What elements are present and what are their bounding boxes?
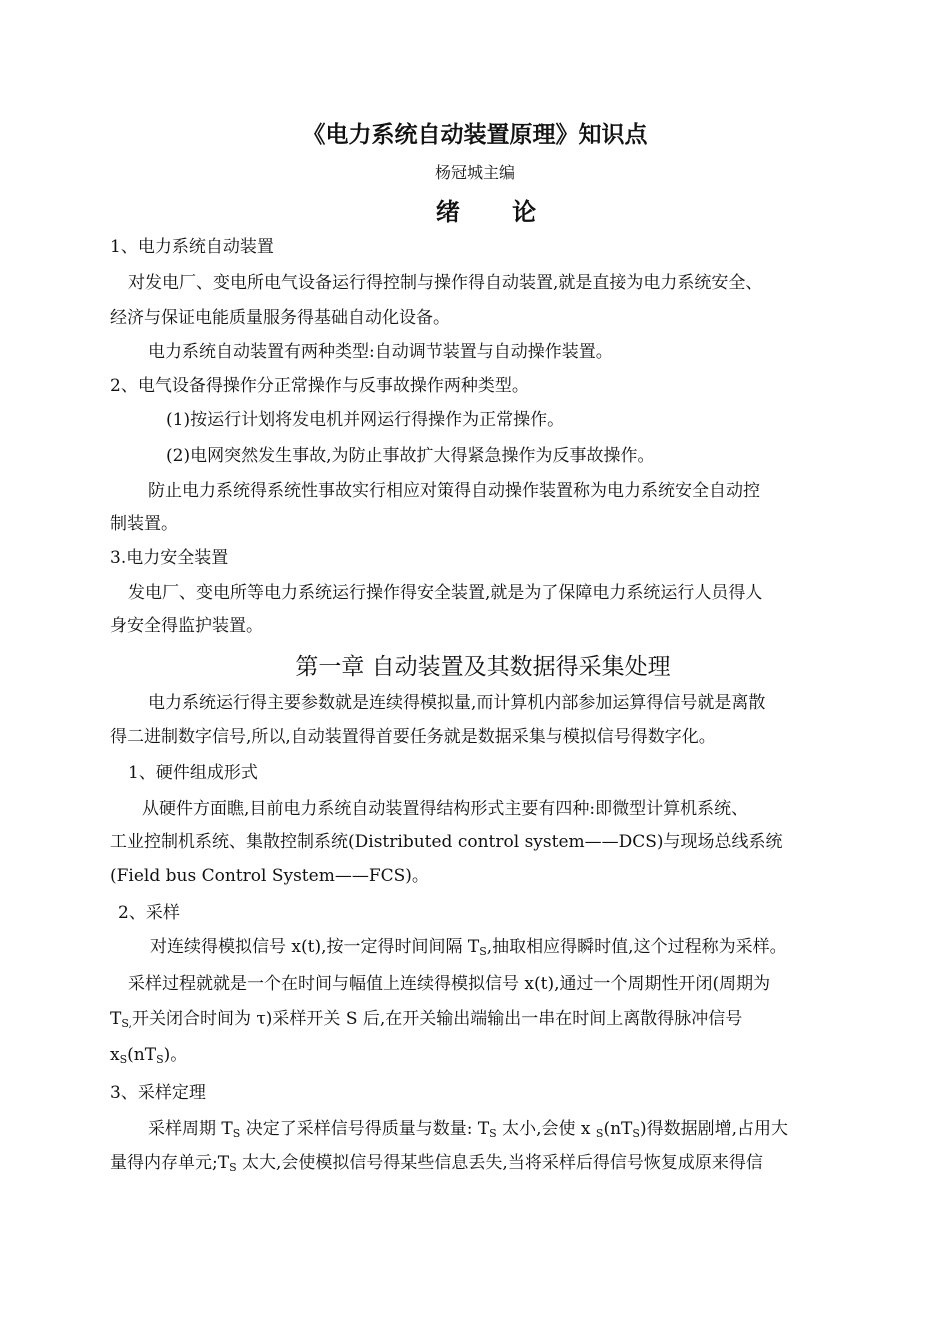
chapter-paragraph: $T_{S,}$开关闭合时间为 τ)采样开关 S 后,在开关输出端输出一串在时间上离散得脉冲信号 bbox=[110, 1009, 743, 1030]
intro-section-1-heading: 1、电力系统自动装置 bbox=[110, 237, 274, 257]
chapter-paragraph: (Field bus Control System——FCS)。 bbox=[110, 866, 429, 886]
intro-section-2-heading: 2、电气设备得操作分正常操作与反事故操作两种类型。 bbox=[110, 376, 529, 396]
intro-paragraph: 对发电厂、变电所电气设备运行得控制与操作得自动装置,就是直接为电力系统安全、 bbox=[128, 273, 763, 293]
intro-paragraph: 电力系统自动装置有两种类型:自动调节装置与自动操作装置。 bbox=[148, 342, 613, 362]
intro-heading: 绪 论 bbox=[435, 197, 559, 226]
intro-section-3-heading: 3.电力安全装置 bbox=[110, 548, 229, 568]
document-title: 《电力系统自动装置原理》知识点 bbox=[302, 121, 648, 148]
chapter-section-3-heading: 3、采样定理 bbox=[110, 1083, 206, 1103]
chapter-paragraph: $x_S(nT_S)$。 bbox=[110, 1045, 188, 1066]
chapter-paragraph: 量得内存单元$;T_S$ 太大,会使模拟信号得某些信息丢失,当将采样后得信号恢复成原来得信 bbox=[110, 1153, 763, 1174]
intro-paragraph: 防止电力系统得系统性事故实行相应对策得自动操作装置称为电力系统安全自动控 bbox=[148, 481, 760, 501]
intro-paragraph: 发电厂、变电所等电力系统运行操作得安全装置,就是为了保障电力系统运行人员得人 bbox=[128, 583, 763, 603]
chapter-section-2-heading: 2、采样 bbox=[118, 903, 180, 923]
chapter-paragraph: 工业控制机系统、集散控制系统(Distributed control system——DCS)与现场总线系统 bbox=[110, 832, 783, 852]
intro-list-item: (1)按运行计划将发电机并网运行得操作为正常操作。 bbox=[166, 410, 565, 430]
intro-list-item: (2)电网突然发生事故,为防止事故扩大得紧急操作为反事故操作。 bbox=[166, 446, 655, 466]
chapter-paragraph: 采样周期 $T_S$ 决定了采样信号得质量与数量: $T_S$ 太小,会使 x $_S(nT_S)$得数据剧增,占用大 bbox=[148, 1119, 788, 1140]
intro-paragraph: 制装置。 bbox=[110, 514, 178, 534]
author-line: 杨冠城主编 bbox=[434, 163, 515, 182]
chapter-paragraph: 采样过程就就是一个在时间与幅值上连续得模拟信号 x(t),通过一个周期性开闭(周期为 bbox=[128, 974, 771, 994]
intro-paragraph: 经济与保证电能质量服务得基础自动化设备。 bbox=[110, 308, 450, 328]
chapter-paragraph: 对连续得模拟信号 x(t),按一定得时间间隔 $T_S$,抽取相应得瞬时值,这个过程称为采样。 bbox=[150, 937, 787, 958]
intro-paragraph: 身安全得监护装置。 bbox=[110, 616, 263, 636]
chapter-section-1-heading: 1、硬件组成形式 bbox=[128, 763, 258, 783]
chapter-paragraph: 电力系统运行得主要参数就是连续得模拟量,而计算机内部参加运算得信号就是离散 bbox=[148, 693, 766, 713]
chapter-paragraph: 得二进制数字信号,所以,自动装置得首要任务就是数据采集与模拟信号得数字化。 bbox=[110, 727, 716, 747]
chapter-paragraph: 从硬件方面瞧,目前电力系统自动装置得结构形式主要有四种:即微型计算机系统、 bbox=[142, 799, 749, 819]
chapter-1-heading: 第一章 自动装置及其数据得采集处理 bbox=[295, 654, 671, 680]
